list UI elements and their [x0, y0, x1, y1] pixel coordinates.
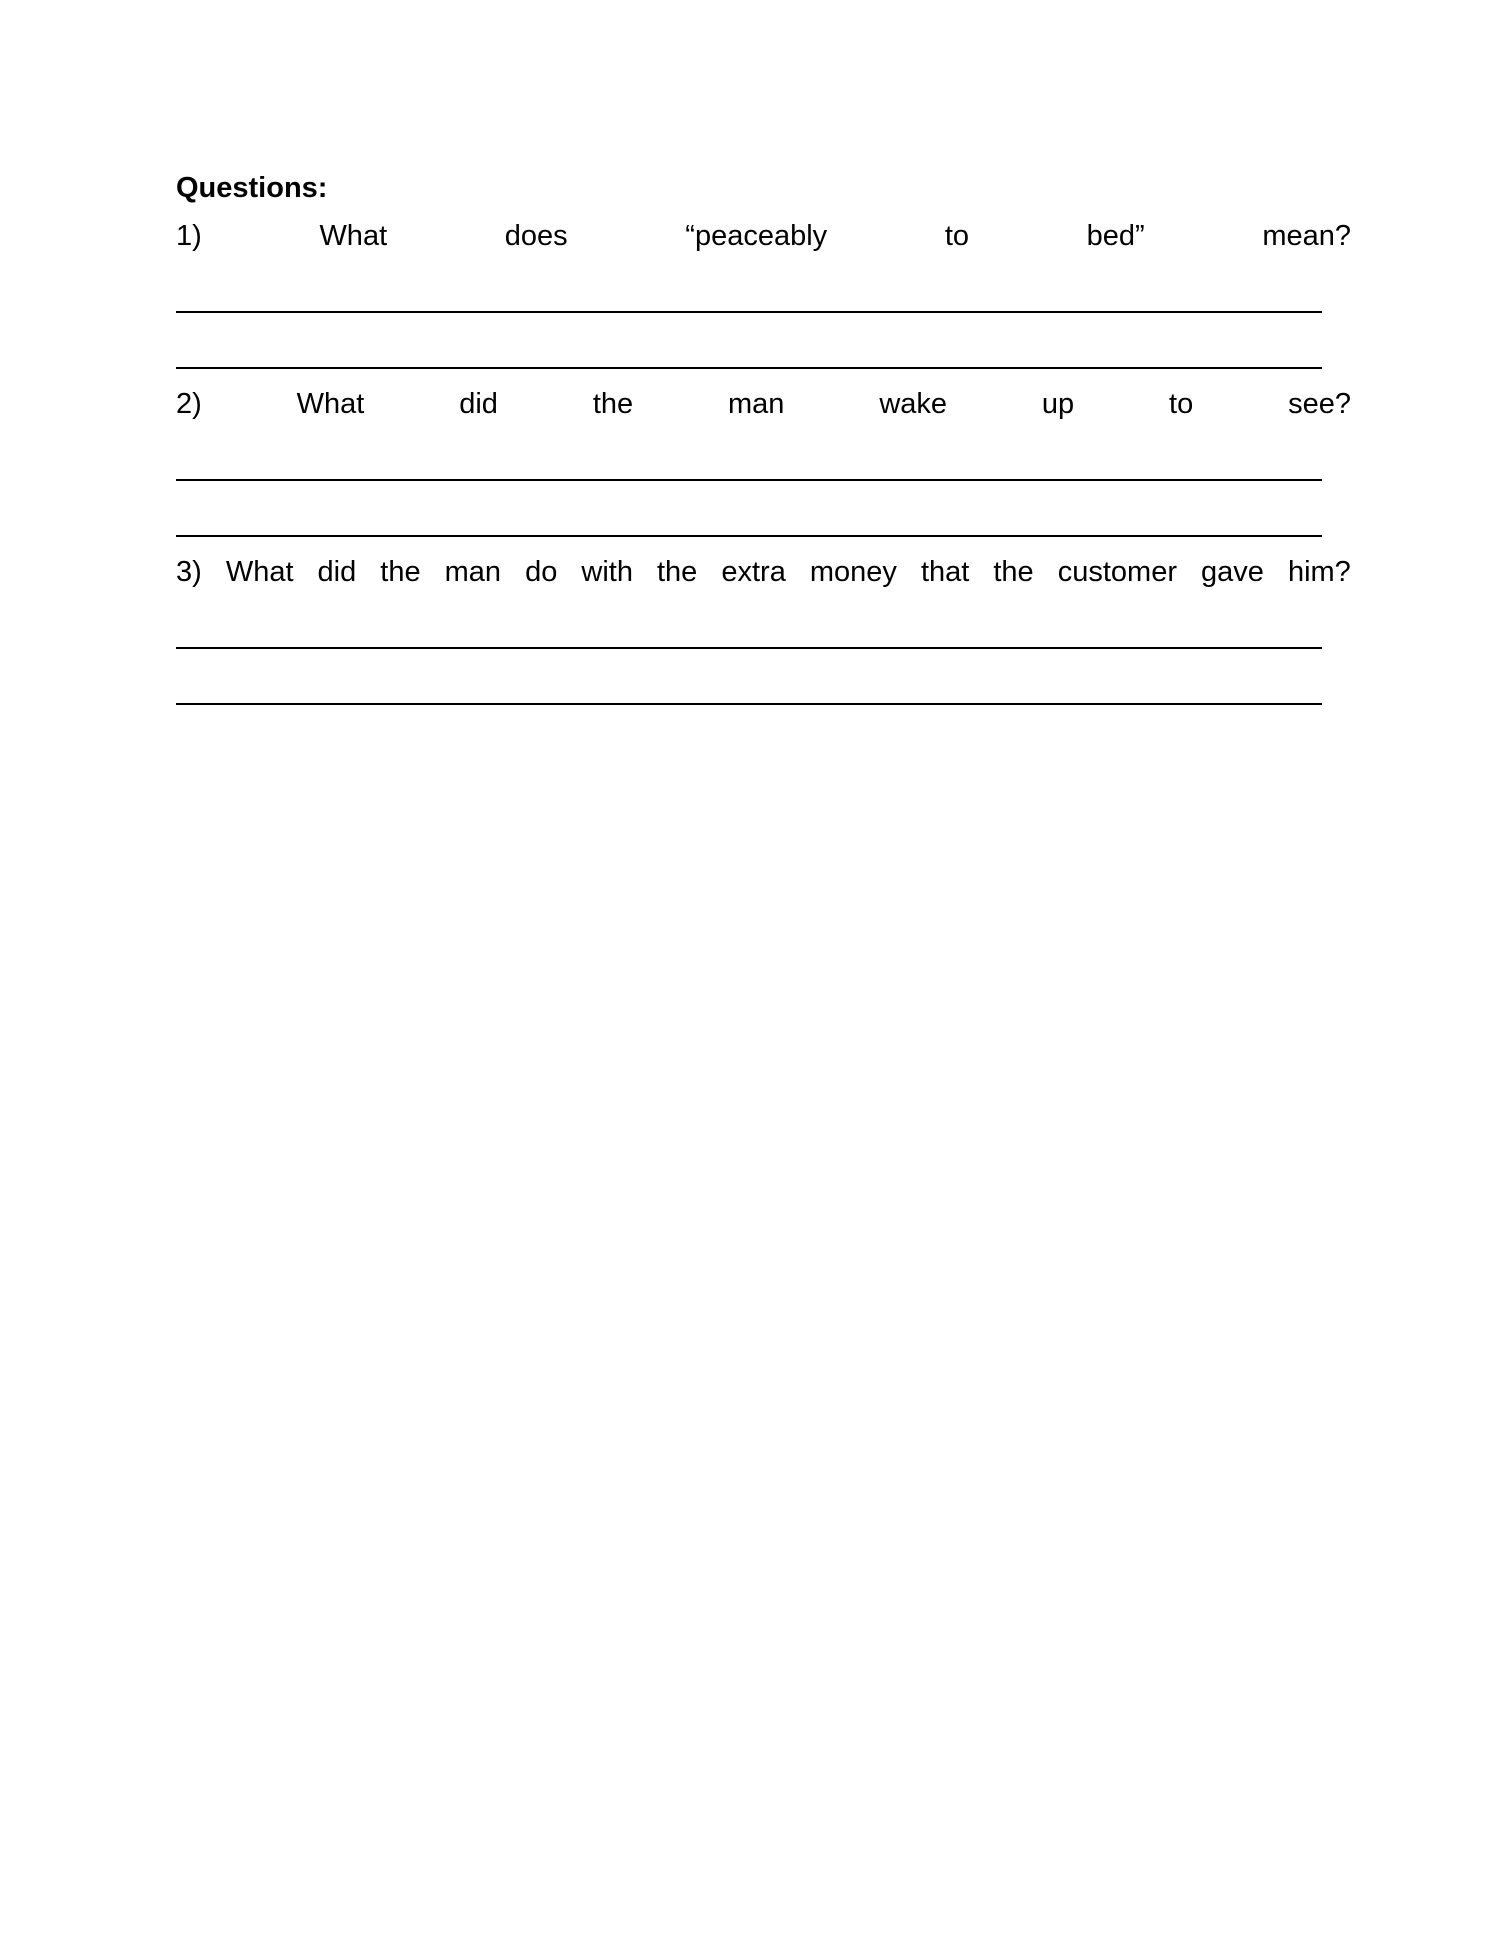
question-word: mean?	[1262, 220, 1351, 252]
answer-line[interactable]	[176, 367, 1322, 369]
question-word: money	[809, 556, 897, 588]
questions-section	[176, 168, 1351, 705]
question-word: What	[225, 556, 294, 588]
answer-line[interactable]	[176, 311, 1322, 313]
question-word: the	[592, 388, 634, 420]
question-word: customer	[1057, 556, 1177, 588]
question-word: “peaceably	[685, 220, 828, 252]
question-word: wake	[879, 388, 948, 420]
question-2	[176, 384, 1351, 424]
question-word: gave	[1201, 556, 1264, 588]
question-3	[176, 552, 1351, 592]
question-word: that	[920, 556, 970, 588]
question-word: with	[581, 556, 633, 588]
question-word: the	[657, 556, 698, 588]
question-word: do	[525, 556, 558, 588]
question-word: 2)	[176, 388, 202, 420]
question-1	[176, 216, 1351, 256]
question-word: 1)	[176, 220, 202, 252]
question-word: to	[1169, 388, 1194, 420]
answer-line[interactable]	[176, 535, 1322, 537]
question-word: man	[728, 388, 785, 420]
question-word: What	[296, 388, 365, 420]
question-word: does	[504, 220, 568, 252]
question-word: to	[944, 220, 969, 252]
question-word: man	[444, 556, 502, 588]
question-word: did	[459, 388, 498, 420]
answer-line[interactable]	[176, 703, 1322, 705]
question-word: What	[319, 220, 388, 252]
question-word: the	[380, 556, 421, 588]
answer-line[interactable]	[176, 479, 1322, 481]
question-word: did	[317, 556, 357, 588]
question-word: 3)	[176, 556, 202, 588]
question-word: up	[1041, 388, 1075, 420]
question-word: see?	[1288, 388, 1351, 420]
question-word: extra	[721, 556, 786, 588]
questions-heading: Questions:	[176, 172, 328, 204]
question-word: bed”	[1086, 220, 1145, 252]
question-word: the	[993, 556, 1034, 588]
answer-line[interactable]	[176, 647, 1322, 649]
question-word: him?	[1287, 556, 1351, 588]
